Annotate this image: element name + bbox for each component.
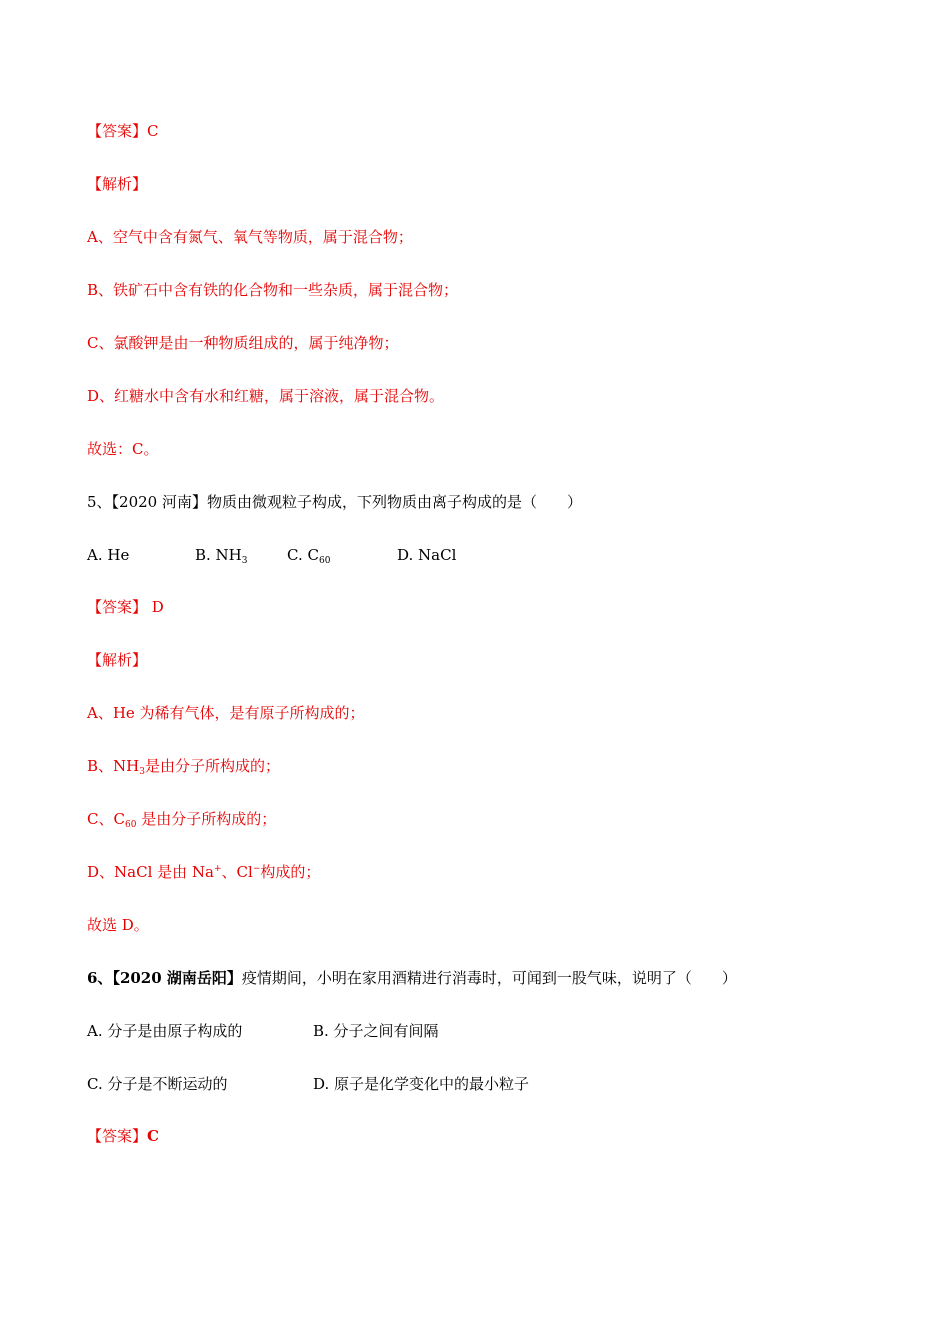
q4-conclusion: 故选：C。	[87, 440, 159, 458]
q5-analysis-label: 【解析】	[87, 651, 148, 669]
q4-analysis-d: D、红糖水中含有水和红糖，属于溶液，属于混合物。	[87, 387, 445, 405]
analysis-c-prefix: C、C	[87, 810, 125, 828]
q5-option-a: A. He	[87, 546, 130, 564]
analysis-c-suffix: 是由分子所构成的；	[136, 810, 277, 828]
question-text: 疫情期间，小明在家用酒精进行消毒时，可闻到一股气味，说明了（ ）	[241, 969, 737, 987]
q6-stem	[87, 967, 737, 989]
analysis-b-subscript: 3	[139, 767, 145, 777]
question-number: 5、	[87, 493, 112, 511]
q4-analysis-a: A、空气中含有氮气、氧气等物质，属于混合物；	[87, 228, 413, 246]
q5-option-c	[287, 544, 330, 566]
q4-analysis-b: B、铁矿石中含有铁的化合物和一些杂质，属于混合物；	[87, 281, 459, 299]
option-b-subscript: 3	[241, 556, 248, 566]
answer-value: C	[147, 1127, 159, 1145]
analysis-c-subscript: 60	[124, 820, 137, 830]
q5-option-d: D. NaCl	[397, 546, 457, 564]
option-c-text: C. C	[287, 546, 319, 564]
answer-value: C	[147, 122, 159, 140]
q4-analysis-c: C、氯酸钾是由一种物质组成的，属于纯净物；	[87, 334, 399, 352]
q5-analysis-c	[87, 808, 276, 830]
option-c-subscript: 60	[318, 556, 331, 566]
answer-label: 【答案】	[87, 1127, 148, 1145]
analysis-d-mid: 、Cl	[221, 863, 253, 881]
analysis-d-prefix: D、NaCl 是由 Na	[87, 863, 214, 881]
q6-option-b: B. 分子之间有间隔	[313, 1022, 439, 1040]
analysis-b-suffix: 是由分子所构成的；	[144, 757, 280, 775]
q4-answer	[87, 120, 159, 142]
q6-option-a: A. 分子是由原子构成的	[87, 1022, 243, 1040]
analysis-d-superscript-plus: +	[213, 864, 222, 874]
q4-analysis-label: 【解析】	[87, 175, 148, 193]
question-source: 【2020 湖南岳阳】	[112, 969, 242, 987]
question-source: 【2020 河南】	[111, 493, 207, 511]
q5-analysis-d	[87, 861, 320, 883]
q6-option-d: D. 原子是化学变化中的最小粒子	[313, 1075, 530, 1093]
q5-analysis-a: A、He 为稀有气体，是有原子所构成的；	[87, 704, 365, 722]
analysis-d-superscript-minus: −	[252, 864, 261, 874]
question-number: 6、	[87, 969, 113, 987]
option-b-text: B. NH	[195, 546, 242, 564]
answer-value: D	[147, 598, 164, 616]
q5-stem	[87, 491, 582, 513]
q5-option-b	[195, 544, 248, 566]
analysis-b-prefix: B、NH	[87, 757, 140, 775]
q5-answer	[87, 596, 164, 618]
q6-answer	[87, 1125, 159, 1147]
question-text: 物质由微观粒子构成，下列物质由离子构成的是（ ）	[207, 493, 583, 511]
q5-conclusion: 故选 D。	[87, 916, 149, 934]
analysis-d-suffix: 构成的；	[260, 863, 321, 881]
q6-option-c: C. 分子是不断运动的	[87, 1075, 228, 1093]
answer-label: 【答案】	[87, 122, 148, 140]
q5-analysis-b	[87, 755, 280, 777]
answer-label: 【答案】	[87, 598, 148, 616]
